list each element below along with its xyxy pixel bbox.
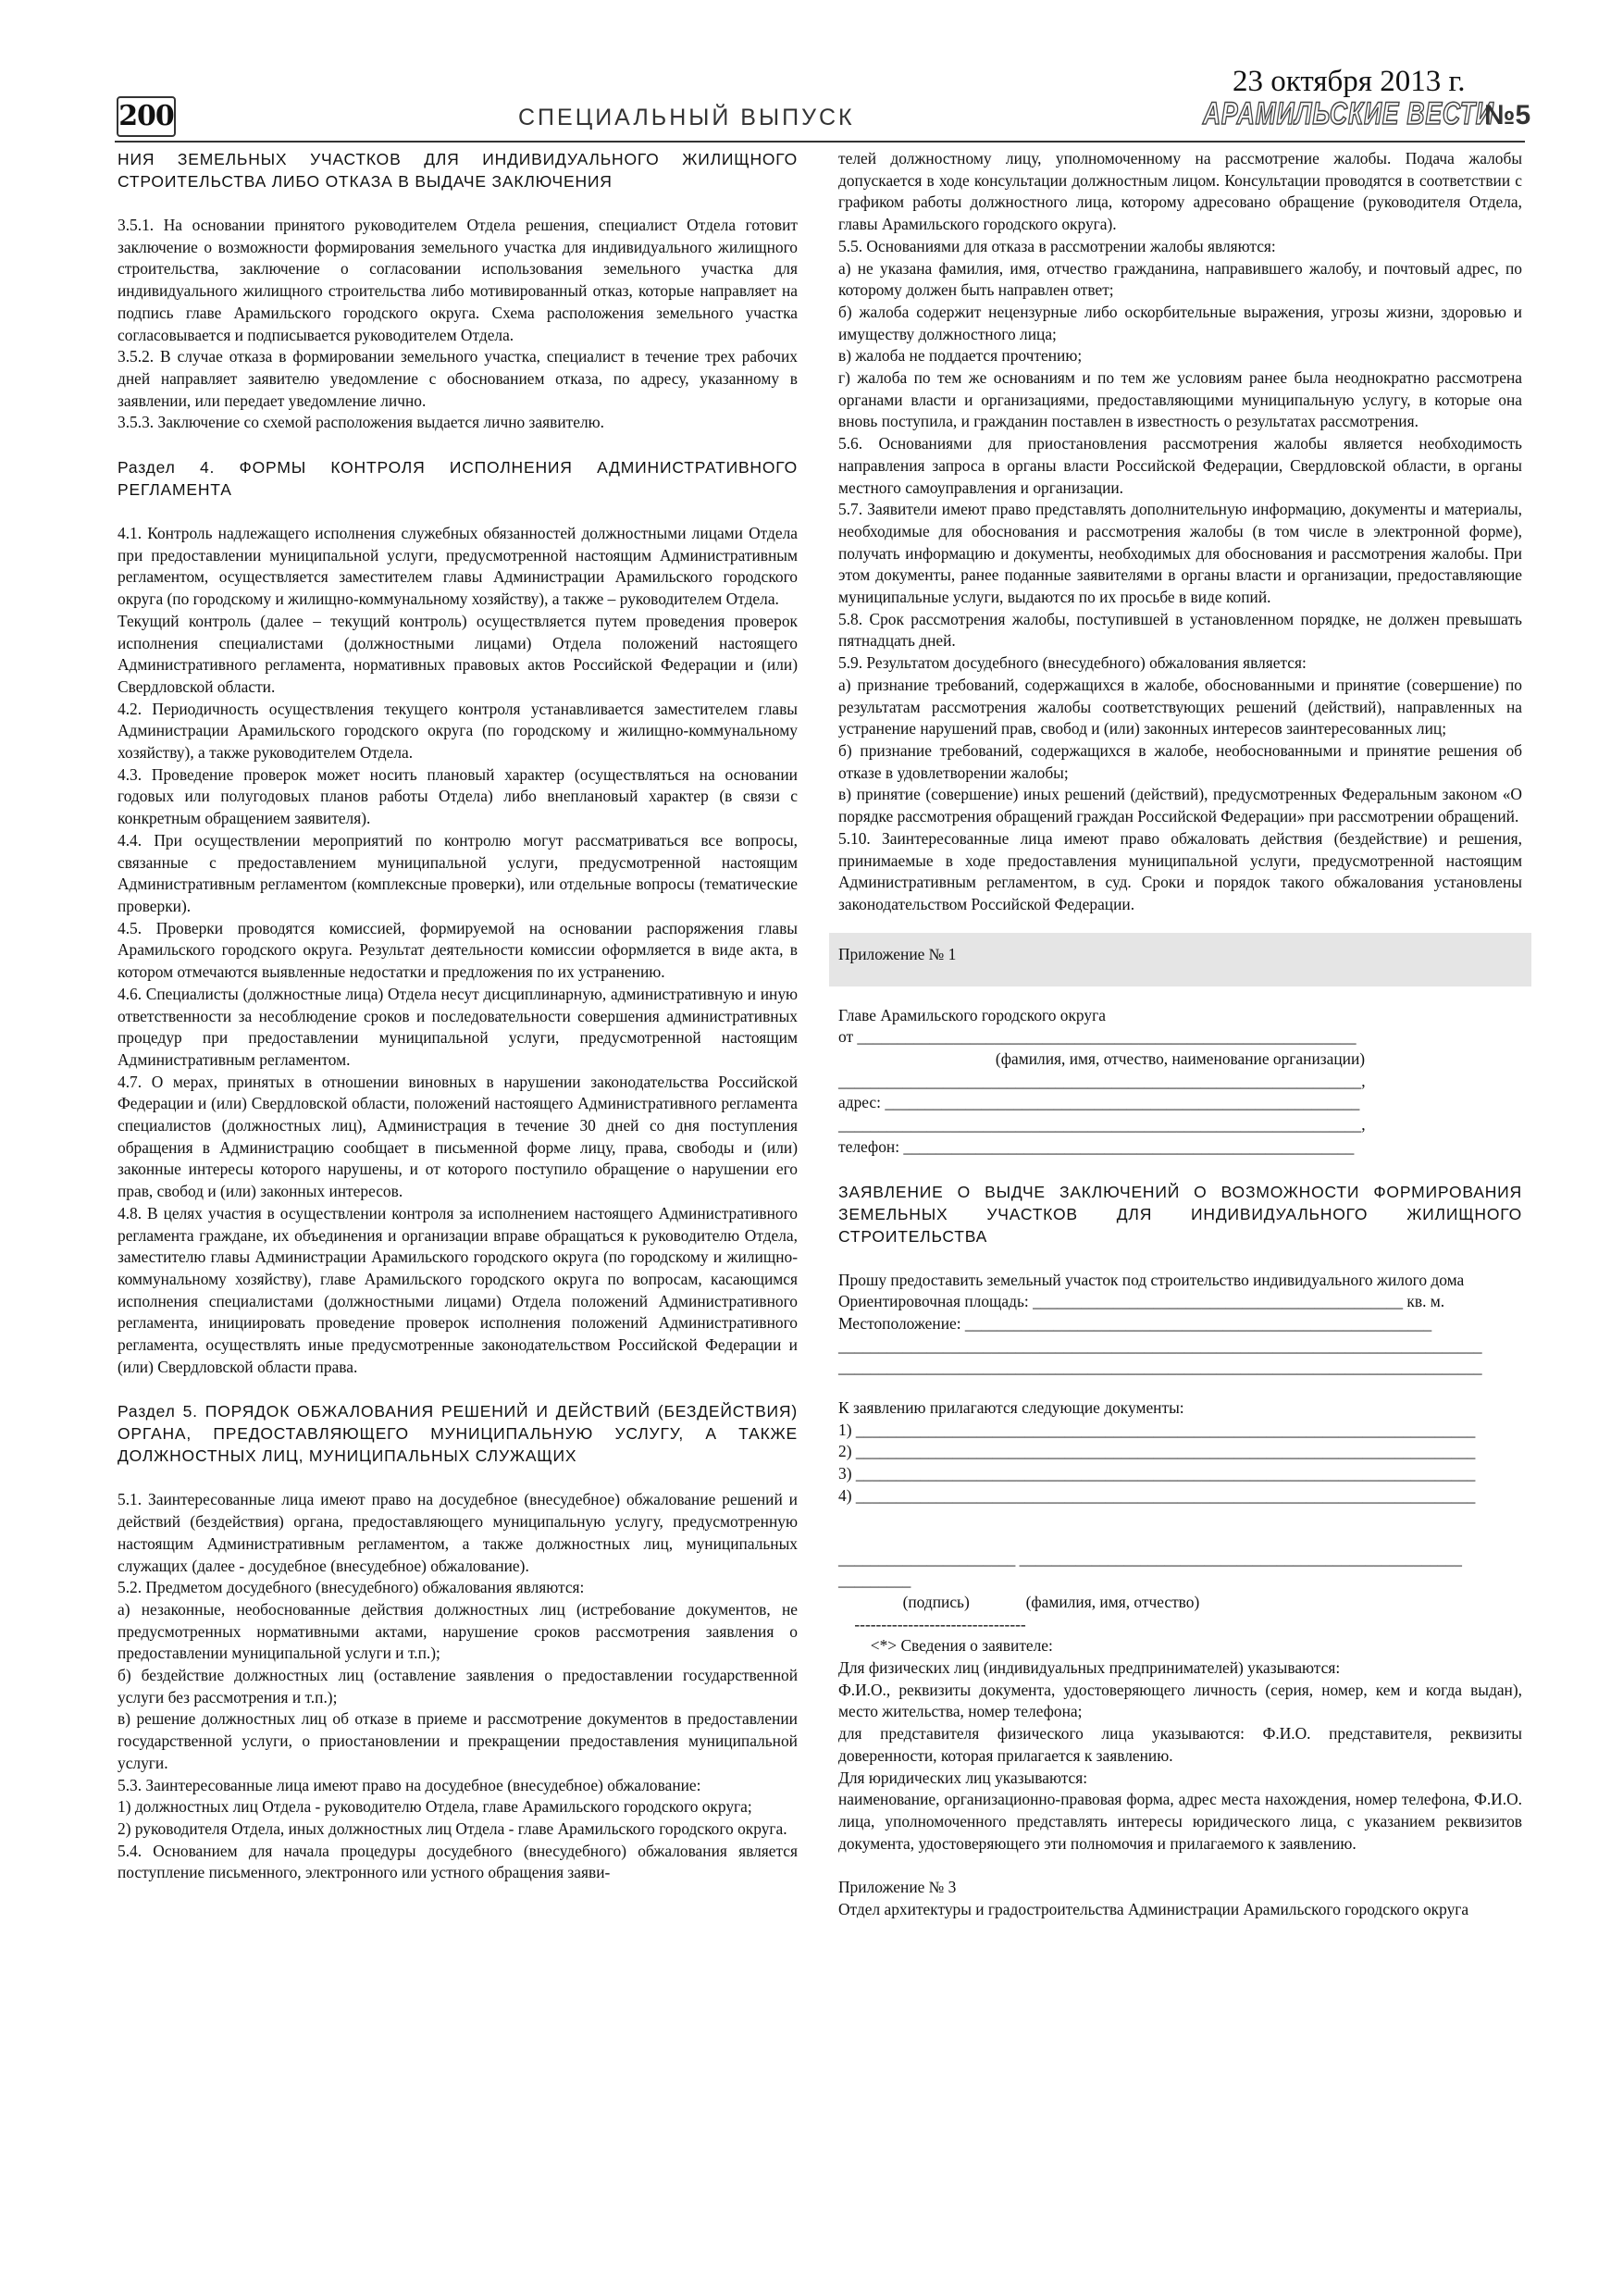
- spacer: [838, 1379, 1522, 1397]
- paragraph: Ф.И.О., реквизиты документа, удостоверяющего личность (серия, номер, кем и когда выдан), место жительства, номер телефона;: [838, 1680, 1522, 1721]
- section-heading: Раздел 4. ФОРМЫ КОНТРОЛЯ ИСПОЛНЕНИЯ АДМИНИСТРАТИВНОГО РЕГЛАМЕНТА: [118, 458, 798, 500]
- form-line: 3) _____________________________________________________________________________: [838, 1464, 1476, 1483]
- right-column: [838, 148, 1522, 1921]
- form-line: от ______________________________________________________________: [838, 1027, 1357, 1047]
- paragraph: 3.5.2. В случае отказа в формировании земельного участка, специалист в течение трех рабочих дней направляет заявителю уведомление с обоснованием отказа, по адресу, указанному в заявлении, или передает уведомление лично.: [118, 347, 798, 410]
- paragraph: 4.7. О мерах, принятых в отношении виновных в нарушении законодательства Российской Федерации и (или) Свердловской области, положений настоящего Административного регламента специалистов (должностных лиц), Администрация в течение 30 дней со дня поступления обращения в Администрацию сообщает в письменной форме лицу, права, свободы и (или) законные интересы которого нарушены, и от которого поступило обращение о нарушении его прав, свобод и (или) законных интересов.: [118, 1072, 798, 1201]
- form-line: К заявлению прилагаются следующие документы:: [838, 1398, 1184, 1418]
- issue-number: №5: [1484, 100, 1531, 130]
- form-line: _________________________________________________________________,: [838, 1071, 1366, 1090]
- paragraph: 5.9. Результатом досудебного (внесудебного) обжалования является:: [838, 653, 1307, 673]
- left-column: [118, 148, 798, 1884]
- paragraph: 4.5. Проверки проводятся комиссией, формируемой на основании распоряжения главы Арамильского городского округа. Результат деятельности комиссии оформляется в виде акта, в котором отмечаются выявленные недостатки и предложения по их устранению.: [118, 918, 798, 982]
- form-line: 2) _____________________________________________________________________________: [838, 1442, 1476, 1461]
- newspaper-logo: АРАМИЛЬСКИЕ ВЕСТИ: [1203, 96, 1494, 131]
- spacer: [838, 1159, 1522, 1181]
- paragraph: 4.6. Специалисты (должностные лица) Отдела несут дисциплинарную, административную и иную ответственности за несоблюдение сроков и последовательности совершения административных процедур при предоставлении муниципальной услуги, предусмотренной настоящим Административным регламентом.: [118, 984, 798, 1069]
- appendix-label: Приложение № 1: [829, 933, 1531, 987]
- form-caption: (фамилия, имя, отчество, наименование организации): [995, 1049, 1366, 1069]
- paragraph: в) решение должностных лиц об отказе в приеме и рассмотрение документов в предоставлении государственной услуги, о приостановлении и прекращении предоставления муниципальной услуги.: [118, 1709, 798, 1772]
- paragraph: 4.2. Периодичность осуществления текущего контроля устанавливается заместителем главы Администрации Арамильского городского округа (по городскому и жилищно-коммунальному хозяйству), а также руководителем Отдела.: [118, 699, 798, 763]
- paragraph: 5.7. Заявители имеют право представлять дополнительную информацию, документы и материалы, необходимые для обоснования и рассмотрения жалобы (в том числе в электронной форме), получать информацию и документы, необходимых для обоснования и рассмотрения жалобы. При этом документы, ранее поданные заявителями в органы власти и организации, предоставляющие муниципальные услуги, выдаются по их просьбе в виде копий.: [838, 500, 1522, 607]
- paragraph: Прошу предоставить земельный участок под строительство индивидуального жилого дома: [838, 1270, 1465, 1289]
- form-line: ________________________________________________________________________________: [838, 1335, 1482, 1355]
- paragraph: а) незаконные, необоснованные действия должностных лиц (истребование документов, не предусмотренных нормативными актами, нарушение сроков рассмотрения заявления о предоставлении муниципальной услуги и т.п.);: [118, 1599, 798, 1663]
- paragraph: для представителя физического лица указываются: Ф.И.О. представителя, реквизиты доверенности, которая прилагается к заявлению.: [838, 1724, 1522, 1765]
- paragraph: 3.5.1. На основании принятого руководителем Отдела решения, специалист Отдела готовит заключение о возможности формирования земельного участка для индивидуального жилищного строительства, заключение о согласовании использования земельного участка для индивидуального жилищного строительства либо мотивированный отказ, которые направляет на подпись главе Арамильского городского округа. Схема расположения земельного участка согласовывается и подписывается руководителем Отдела.: [118, 216, 798, 344]
- paragraph: а) признание требований, содержащихся в жалобе, обоснованными и принятие (совершение) по результатам рассмотрения жалобы соответствующих решений (действий), направленных на устранение нарушений прав, свобод и (или) законных интересов заинтересованных лиц;: [838, 675, 1522, 738]
- form-line: (подпись) (фамилия, имя, отчество): [838, 1592, 1200, 1611]
- paragraph: Для юридических лиц указываются:: [838, 1768, 1088, 1787]
- paragraph: б) признание требований, содержащихся в жалобе, необоснованными и принятие решения об отказе в удовлетворении жалобы;: [838, 740, 1522, 782]
- issue-date: 23 октября 2013 г.: [1233, 65, 1466, 98]
- paragraph: телей должностному лицу, уполномоченному на рассмотрение жалобы. Подача жалобы допускается в ходе консультации должностным лицом. Консультации проводятся в соответствии с графиком работы должностного лица, которому адресовано обращение (руководителя Отдела, главы Арамильского городского округа).: [838, 149, 1522, 234]
- spacer: [118, 192, 798, 215]
- paragraph: 5.2. Предметом досудебного (внесудебного) обжалования являются:: [118, 1578, 585, 1597]
- paragraph: 5.4. Основанием для начала процедуры досудебного (внесудебного) обжалования является поступление письменного, электронного или устного обращения заяви-: [118, 1841, 798, 1882]
- paragraph: 5.8. Срок рассмотрения жалобы, поступившей в установленном порядке, не должен превышать пятнадцать дней.: [838, 609, 1522, 651]
- paragraph: 2) руководителя Отдела, иных должностных лиц Отдела - главе Арамильского городского округа.: [118, 1819, 787, 1838]
- paragraph: Ориентировочная площадь: ______________________________________________ кв. м.: [838, 1292, 1445, 1311]
- paragraph: а) не указана фамилия, имя, отчество гражданина, направившего жалобу, и почтовый адрес, по которому должен быть направлен ответ;: [838, 258, 1522, 300]
- spacer: [118, 1467, 798, 1489]
- paragraph: 5.10. Заинтересованные лица имеют право обжаловать действия (бездействие) и решения, принимаемые в ходе предоставления муниципальной услуги, предусмотренной настоящим Административным регламентом, в суд. Сроки и порядок такого обжалования установлены законодательством Российской Федерации.: [838, 828, 1522, 913]
- form-line: Приложение № 3: [838, 1878, 957, 1897]
- form-line: --------------------------------: [838, 1614, 1026, 1633]
- spacer: [838, 1530, 1522, 1548]
- paragraph: 5.1. Заинтересованные лица имеют право на досудебное (внесудебное) обжалование решений и действий (бездействия) органа, предоставляющего муниципальную услугу, предусмотренную настоящим Административным регламентом, а также должностных лиц, муниципальных служащих (далее - досудебное (внесудебное) обжалование).: [118, 1490, 798, 1575]
- spacer: [838, 1508, 1522, 1530]
- paragraph: 5.5. Основаниями для отказа в рассмотрении жалобы являются:: [838, 236, 1276, 255]
- paragraph: наименование, организационно-правовая форма, адрес места нахождения, номер телефона, Ф.И.О. лица, уполномоченного представлять интересы юридического лица, с указанием реквизитов документа, удостоверяющего эти полномочия и прилагаемого к заявлению.: [838, 1790, 1522, 1853]
- paragraph: 4.3. Проведение проверок может носить плановый характер (осуществляться на основании годовых или полугодовых планов работы Отдела) либо внеплановый характер (в связи с конкретным обращением заявителя).: [118, 764, 798, 828]
- form-line: ________________________________________________________________________________: [838, 1358, 1482, 1377]
- form-line: адрес: ___________________________________________________________: [838, 1093, 1360, 1112]
- section-heading: НИЯ ЗЕМЕЛЬНЫХ УЧАСТКОВ ДЛЯ ИНДИВИДУАЛЬНОГО ЖИЛИЩНОГО СТРОИТЕЛЬСТВА ЛИБО ОТКАЗА В ВЫДАЧЕ ЗАКЛЮЧЕНИЯ: [118, 150, 798, 191]
- paragraph: в) принятие (совершение) иных решений (действий), предусмотренных Федеральным законом «О порядке рассмотрения обращений граждан Российской Федерации» при рассмотрении обращений.: [838, 785, 1522, 826]
- spacer: [118, 501, 798, 523]
- page-number: 200: [117, 96, 176, 137]
- form-line: _________: [838, 1570, 911, 1590]
- paragraph: 4.4. При осуществлении мероприятий по контролю могут рассматриваться все вопросы, связанные с предоставлением муниципальной услуги, предусмотренной настоящим Административным регламентом (комплексные проверки), или отдельные вопросы (тематические проверки).: [118, 830, 798, 915]
- section-title: СПЕЦИАЛЬНЫЙ ВЫПУСК: [518, 105, 855, 130]
- paragraph: 1) должностных лиц Отдела - руководителю Отдела, главе Арамильского городского округа;: [118, 1797, 752, 1817]
- form-line: _________________________________________________________________,: [838, 1115, 1366, 1135]
- form-line: телефон: ________________________________________________________: [838, 1136, 1355, 1156]
- paragraph: Для физических лиц (индивидуальных предпринимателей) указываются:: [838, 1658, 1341, 1678]
- paragraph: 4.1. Контроль надлежащего исполнения служебных обязанностей должностными лицами Отдела при предоставлении муниципальной услуги, предусмотренной настоящим Административным регламентом, осуществляется заместителем главы Администрации Арамильского городского округа (по городскому и жилищно-коммунальному хозяйству), а также – руководителем Отдела.: [118, 524, 798, 609]
- paragraph: 3.5.3. Заключение со схемой расположения выдается лично заявителю.: [118, 413, 604, 432]
- paragraph: 5.3. Заинтересованные лица имеют право на досудебное (внесудебное) обжалование:: [118, 1775, 701, 1794]
- spacer: [838, 1247, 1522, 1270]
- paragraph: б) бездействие должностных лиц (оставление заявления о предоставлении государственной услуги без рассмотрения и т.п.);: [118, 1666, 798, 1706]
- form-line: 1) _____________________________________________________________________________: [838, 1420, 1476, 1439]
- paragraph: б) жалоба содержит нецензурные либо оскорбительные выражения, угрозы жизни, здоровью и имуществу должностного лица;: [838, 302, 1522, 343]
- spacer: [838, 1855, 1522, 1877]
- section-heading: Раздел 5. ПОРЯДОК ОБЖАЛОВАНИЯ РЕШЕНИЙ И ДЕЙСТВИЙ (БЕЗДЕЙСТВИЯ) ОРГАНА, ПРЕДОСТАВЛЯЮЩЕГО МУНИЦИПАЛЬНУЮ УСЛУГУ, А ТАКЖЕ ДОЛЖНОСТНЫХ ЛИЦ, МУНИЦИПАЛЬНЫХ СЛУЖАЩИХ: [118, 1402, 798, 1466]
- form-line: ______________________ _______________________________________________________: [838, 1548, 1462, 1568]
- spacer: [118, 1378, 798, 1400]
- paragraph: Отдел архитектуры и градостроительства Администрации Арамильского городского округа: [838, 1900, 1469, 1919]
- spacer: [118, 434, 798, 456]
- paragraph: в) жалоба не поддается прочтению;: [838, 346, 1083, 366]
- form-line: 4) _____________________________________________________________________________: [838, 1485, 1476, 1505]
- paragraph: Текущий контроль (далее – текущий контроль) осуществляется путем проведения проверок исполнения специалистами (должностными лицами) Отдела положений настоящего Административного регламента, нормативных правовых актов Российской Федерации и (или) Свердловской области.: [118, 611, 798, 696]
- section-heading: ЗАЯВЛЕНИЕ О ВЫДЧЕ ЗАКЛЮЧЕНИЙ О ВОЗМОЖНОСТИ ФОРМИРОВАНИЯ ЗЕМЕЛЬНЫХ УЧАСТКОВ ДЛЯ ИНДИВИДУАЛЬНОГО ЖИЛИЩНОГО СТРОИТЕЛЬСТВА: [838, 1182, 1522, 1246]
- form-line: <*> Сведения о заявителе:: [838, 1636, 1053, 1656]
- form-line: Местоположение: __________________________________________________________: [838, 1313, 1432, 1333]
- header-rule: [115, 141, 1525, 143]
- paragraph: 5.6. Основаниями для приостановления рассмотрения жалобы является необходимость направления запроса в органы власти Российской Федерации, Свердловской области, в органы местного самоуправления и организации.: [838, 434, 1522, 497]
- paragraph: 4.8. В целях участия в осуществлении контроля за исполнением настоящего Административного регламента граждане, их объединения и организации вправе обращаться к руководителю Отдела, заместителю главы Администрации Арамильского городского округа (по городскому и жилищно-коммунальному хозяйству), главе Арамильского городского округа по вопросам, касающимся исполнения специалистами (должностными лицами) Отдела положений Административного регламента, инициировать проведение проверок исполнения положений Административного регламента, осуществлять иные предусмотренные законодательством Российской Федерации и (или) Свердловской области права.: [118, 1203, 798, 1376]
- form-line: Главе Арамильского городского округа: [838, 1005, 1106, 1024]
- paragraph: г) жалоба по тем же основаниям и по тем же условиям ранее была неоднократно рассмотрена органами власти и организациями, предоставляющими муниципальную услугу, в которые она вновь поступила, и гражданин поставлен в известность о результатах рассмотрения.: [838, 368, 1522, 431]
- spacer: [838, 987, 1522, 1005]
